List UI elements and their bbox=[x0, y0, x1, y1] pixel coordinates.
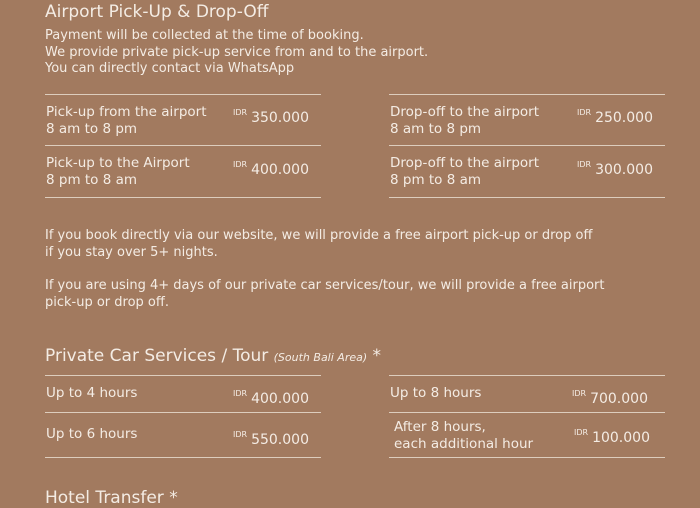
price-value: 350.000 bbox=[251, 110, 309, 126]
note-line: if you stay over 5+ nights. bbox=[45, 244, 218, 260]
decorative-script-icon bbox=[395, 0, 505, 16]
price-value: 400.000 bbox=[251, 391, 309, 407]
airport-section-title: Airport Pick-Up & Drop-Off bbox=[45, 2, 269, 22]
rate-label: Drop-off to the airport bbox=[390, 155, 539, 171]
rate-up-to-8-hours bbox=[389, 375, 665, 413]
car-title-text: Private Car Services / Tour bbox=[45, 346, 269, 366]
rate-pickup-to-airport-night bbox=[45, 145, 321, 198]
rate-price bbox=[233, 388, 309, 407]
note-line: pick-up or drop off. bbox=[45, 294, 169, 310]
airport-info bbox=[45, 28, 428, 78]
info-line: You can directly contact via WhatsApp bbox=[45, 61, 295, 76]
rate-time: 8 am to 8 pm bbox=[46, 121, 138, 137]
rate-label: each additional hour bbox=[394, 436, 534, 452]
rate-up-to-4-hours bbox=[45, 375, 321, 413]
currency-label: IDR bbox=[233, 389, 248, 398]
rate-label: Pick-up from the airport bbox=[46, 104, 207, 120]
currency-label: IDR bbox=[233, 430, 248, 439]
rate-label: Up to 4 hours bbox=[46, 385, 138, 401]
rate-additional-hour bbox=[389, 412, 665, 458]
info-line: Payment will be collected at the time of booking. bbox=[45, 28, 364, 43]
asterisk: * bbox=[169, 488, 178, 508]
rate-label: After 8 hours, bbox=[394, 419, 486, 435]
rate-dropoff-to-airport-night bbox=[389, 145, 665, 198]
rate-label: Drop-off to the airport bbox=[390, 104, 539, 120]
car-area-note: (South Bali Area) bbox=[273, 351, 368, 364]
rate-label: Up to 8 hours bbox=[390, 385, 482, 401]
currency-label: IDR bbox=[577, 108, 592, 117]
note-car-services bbox=[45, 278, 604, 311]
rate-price bbox=[577, 159, 653, 178]
currency-label: IDR bbox=[577, 160, 592, 169]
rate-price bbox=[233, 429, 309, 448]
currency-label: IDR bbox=[233, 108, 248, 117]
price-value: 250.000 bbox=[595, 110, 653, 126]
rate-price bbox=[233, 159, 309, 178]
price-value: 300.000 bbox=[595, 162, 653, 178]
note-website-booking bbox=[45, 228, 592, 261]
price-value: 100.000 bbox=[592, 430, 650, 446]
rate-label: Up to 6 hours bbox=[46, 426, 138, 442]
rate-pickup-from-airport-day bbox=[45, 94, 321, 146]
asterisk: * bbox=[372, 346, 382, 366]
rate-time: 8 pm to 8 am bbox=[390, 172, 482, 188]
rate-time: 8 am to 8 pm bbox=[390, 121, 482, 137]
hotel-title-text: Hotel Transfer bbox=[45, 488, 164, 508]
currency-label: IDR bbox=[572, 389, 587, 398]
rate-up-to-6-hours bbox=[45, 412, 321, 458]
hotel-section-title bbox=[45, 488, 178, 508]
currency-label: IDR bbox=[574, 428, 589, 437]
rate-price bbox=[574, 427, 650, 446]
rate-price bbox=[577, 107, 653, 126]
note-line: If you book directly via our website, we will provide a free airport pick-up or drop off bbox=[45, 228, 593, 243]
price-value: 550.000 bbox=[251, 432, 309, 448]
price-value: 400.000 bbox=[251, 162, 309, 178]
price-value: 700.000 bbox=[590, 391, 648, 407]
rate-time: 8 pm to 8 am bbox=[46, 172, 138, 188]
info-line: We provide private pick-up service from and to the airport. bbox=[45, 44, 429, 60]
rate-price bbox=[572, 388, 648, 407]
rate-label: Pick-up to the Airport bbox=[46, 155, 190, 171]
currency-label: IDR bbox=[233, 160, 248, 169]
rate-dropoff-to-airport-day bbox=[389, 94, 665, 146]
note-line: If you are using 4+ days of our private car services/tour, we will provide a free airport bbox=[45, 278, 605, 293]
rate-price bbox=[233, 107, 309, 126]
car-section-title bbox=[45, 346, 381, 368]
